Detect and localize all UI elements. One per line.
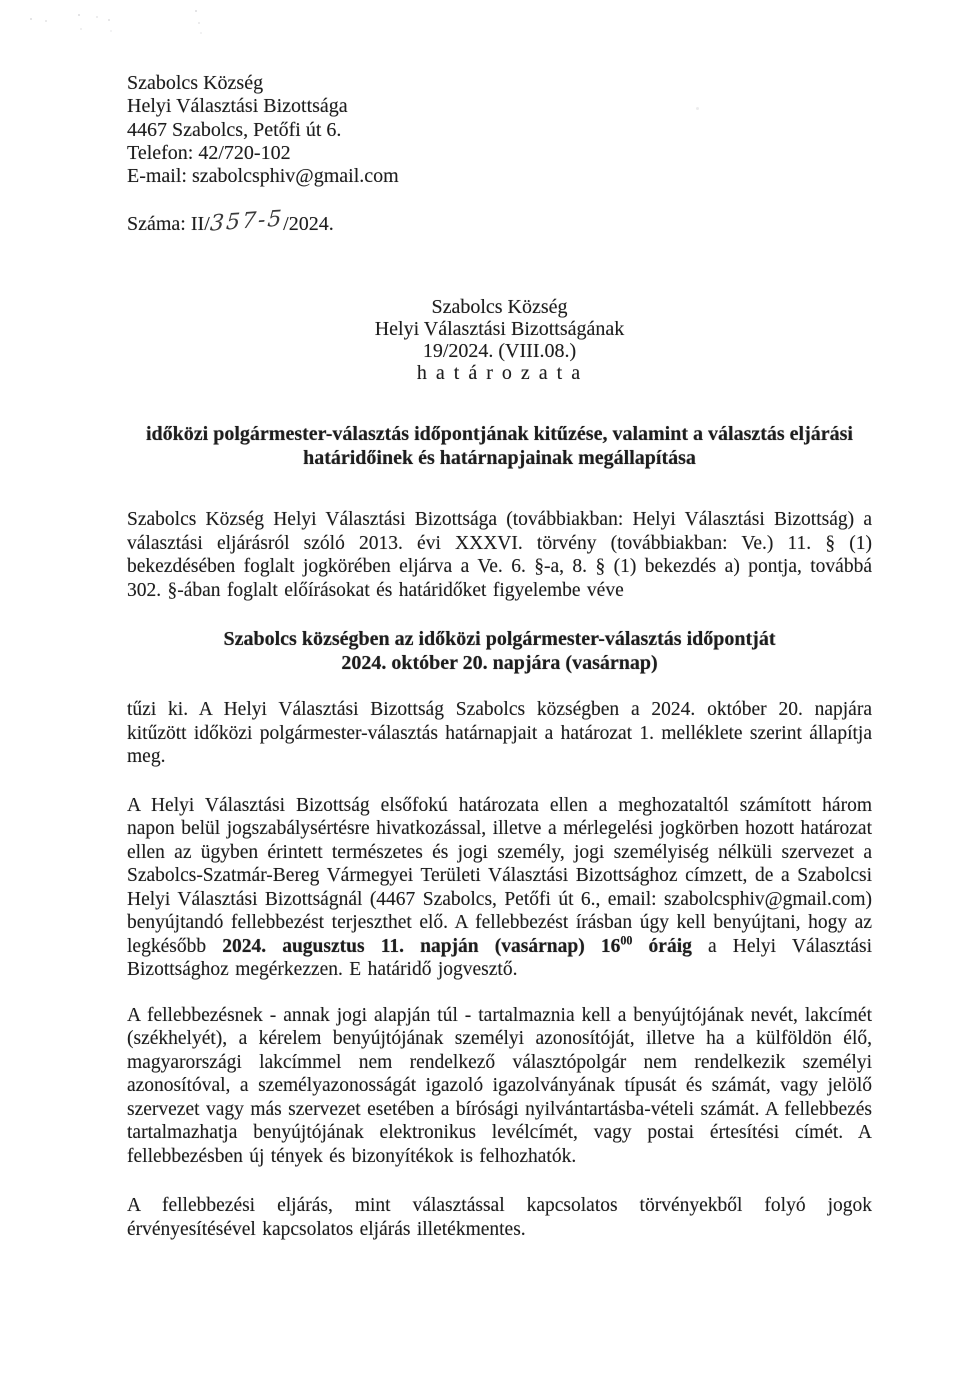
decision-statement-line1: Szabolcs községben az időközi polgármester-választás időpontját [223,628,776,651]
sender-org-line2: Helyi Választási Bizottsága [127,95,348,118]
paragraph-appeal [127,794,872,982]
decision-title-block [127,296,872,384]
decision-statement-line2: 2024. október 20. napjára (vasárnap) [341,652,658,675]
case-number-line [127,206,872,238]
title-decision-word: h a t á r o z a t a [416,362,583,385]
subject-line: időközi polgármester-választás időpontjának kitűzése, valamint a választás eljárási határidőinek és határnapjainak megállapítása [145,423,853,470]
case-number-prefix: Száma: II/ [127,213,210,236]
sender-address: 4467 Szabolcs, Petőfi út 6. [127,118,342,141]
paragraph-appeal-text1: A Helyi Választási Bizottság elsőfokú határozata ellen a meghozataltól számított három napon belül jogszabálysértésre hivatkozással, illetve a mérlegelési jogkörben hozott határozat ellen az ügyben érintett természetes és jogi személy, jogi személyiség nélküli szervezet a Szabolcs-Szatmár-Bereg Vármegyei Területi Választási Bizottsághoz címzett, de a Szabolcsi Helyi Választási Bizottságnál (4467 Szabolcs, Petőfi út 6., email: szabolcsphiv@gmail.com) benyújtandó fellebbezést terjeszthet elő. A fellebbezést írásban úgy kell benyújtani, hogy az legkésőbb [127,794,872,957]
sender-org-line1: Szabolcs Község [127,72,264,94]
appeal-deadline-superscript: 00 [620,933,633,948]
title-decision-number: 19/2024. (VIII.08.) [422,340,577,363]
case-number-suffix: /2024. [283,213,334,236]
title-org-line1: Szabolcs Község [431,296,568,319]
document-page [127,0,872,1241]
paragraph-appeal-text2: a Helyi Választási Bizottsághoz megérkezzen. E határidő jogvesztő. [127,935,872,981]
paragraph-legal-basis: Szabolcs Község Helyi Választási Bizottsága (továbbiakban: Helyi Választási Bizottság) a választási eljárásról szóló 2013. évi XXXVI. törvény (továbbiakban: Ve.) 11. § (1) bekezdésében foglalt jogkörében eljárva a Ve. 6. §-a, 8. § (1) bekezdés a) pontja, továbbá 302. §-ában foglalt előírásokat és határidőket figyelembe véve [127,509,872,601]
appeal-deadline-bold: 2024. augusztus 11. napján (vasárnap) 16 [222,935,621,957]
sender-block [127,72,872,188]
sender-phone: Telefon: 42/720-102 [127,141,291,164]
case-number-handwritten: 357-5 [208,206,284,238]
paragraph-appeal-requirements: A fellebbezésnek - annak jogi alapján túl - tartalmaznia kell a benyújtójának nevét, lakcímét (székhelyét), a kérelem benyújtójának személyi azonosítóját, illetve ha a külföldön élő, magyarországi lakcímmel nem rendelkező választópolgár nem rendelkezik személyi azonosítóval, a személyazonosságát igazoló igazolványának típusát és számát, vagy jelölő szervezet vagy más szervezet esetében a bírósági nyilvántartásba-vételi számát. A fellebbezés tartalmazhatja benyújtójának elektronikus levélcímét, vagy postai értesítési címét. A fellebbezésben új tények és bizonyítékok is felhozhatók. [127,1004,872,1167]
appeal-deadline-bold2: óráig [632,935,692,957]
title-org-line2: Helyi Választási Bizottságának [374,318,625,341]
paragraph-fee-exemption: A fellebbezési eljárás, mint választással kapcsolatos törvényekből folyó jogok érvényesítésével kapcsolatos eljárás illetékmentes. [127,1195,872,1240]
sender-email: E-mail: szabolcsphiv@gmail.com [127,165,399,188]
scan-artifact-specks [30,18,32,20]
paragraph-schedule: tűzi ki. A Helyi Választási Bizottság Szabolcs községben a 2024. október 20. napjára kitűzött időközi polgármester-választás határnapjait a határozat 1. melléklete szerint állapítja meg. [127,699,872,768]
decision-statement [127,627,872,675]
